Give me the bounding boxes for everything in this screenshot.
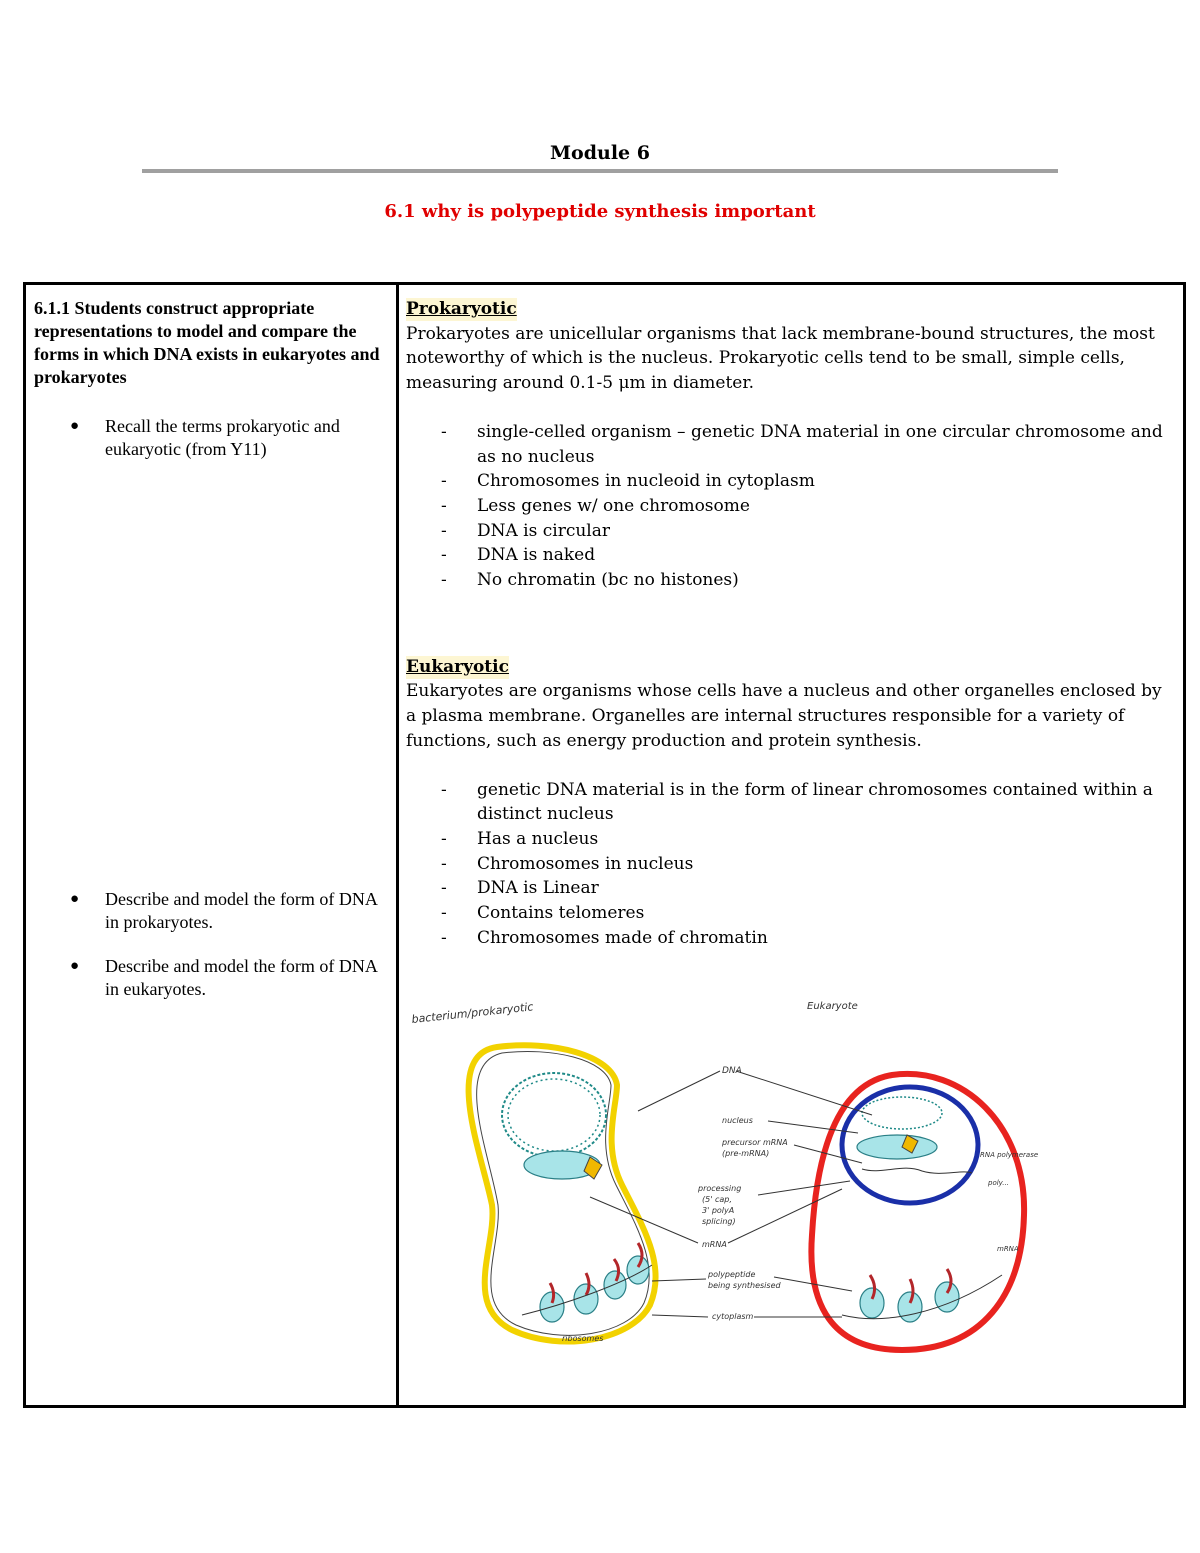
- splicing-label: splicing): [702, 1217, 736, 1226]
- prokaryotic-points: [406, 420, 1176, 593]
- mrna-label: mRNA: [702, 1240, 727, 1249]
- eukaryotic-points: [406, 778, 1176, 951]
- list-item: - DNA is circular: [441, 520, 611, 541]
- list-item: - DNA is naked: [441, 545, 596, 566]
- list-item: - No chromatin (bc no histones): [441, 570, 739, 591]
- list-item: - single-celled organism – genetic DNA material in one circular chromosome and as no nucleus: [441, 421, 1163, 467]
- notes-column: [406, 297, 1176, 950]
- bullet-icon: ●: [70, 958, 80, 974]
- mrna-right-label: mRNA: [997, 1245, 1019, 1253]
- dna-label: DNA: [722, 1066, 742, 1076]
- list-item: - genetic DNA material is in the form of linear chromosomes contained within a distinct nucleus: [441, 779, 1153, 825]
- objective-text: Describe and model the form of DNA in prokaryotes.: [105, 889, 377, 932]
- synthesised-label: being synthesised: [708, 1281, 781, 1290]
- list-item: - Has a nucleus: [441, 828, 599, 849]
- learning-objectives-column: [34, 297, 384, 1001]
- list-item: - DNA is Linear: [441, 878, 599, 899]
- objective-heading: 6.1.1 Students construct appropriate representations to model and compare the forms in which DNA exists in eukaryotes and prokaryotes: [34, 298, 380, 387]
- module-title: Module 6: [550, 142, 650, 164]
- content-table: [23, 282, 1186, 1408]
- list-item: - Chromosomes in nucleoid in cytoplasm: [441, 471, 815, 492]
- objective-text: Describe and model the form of DNA in eukaryotes.: [105, 956, 377, 999]
- list-item: - Chromosomes made of chromatin: [441, 927, 768, 948]
- eukaryotic-description: Eukaryotes are organisms whose cells have a nucleus and other organelles enclosed by a plasma membrane. Organelles are internal structures responsible for a variety of functions, such as energy production and protein synthesis.: [406, 681, 1162, 751]
- ribosomes-label: ribosomes: [562, 1334, 604, 1343]
- polypeptide-label: polypeptide: [708, 1270, 756, 1279]
- objective-bullets: [34, 415, 384, 1001]
- prokaryote-membrane: [469, 1045, 656, 1341]
- prokaryote-title: bacterium/prokaryotic: [410, 1000, 535, 1026]
- cytoplasm-label: cytoplasm: [712, 1312, 754, 1321]
- list-item: - Chromosomes in nucleus: [441, 853, 694, 874]
- prokaryotic-description: Prokaryotes are unicellular organisms that lack membrane-bound structures, the most noteworthy of which is the nucleus. Prokaryotic cells tend to be small, simple cells, measuring around 0.1-5 μm in diameter.: [406, 323, 1155, 394]
- cap-label: (5' cap,: [702, 1195, 732, 1204]
- prokaryotic-heading: Prokaryotic: [406, 299, 517, 319]
- cell-diagram: [402, 985, 1042, 1365]
- prokaryote-ribosomes: [540, 1256, 649, 1322]
- objective-bullet: [34, 888, 384, 934]
- pre-mrna-label: (pre-mRNA): [722, 1149, 770, 1158]
- processing-label: processing: [698, 1184, 742, 1193]
- polya-label: 3' polyA: [702, 1206, 735, 1215]
- poly-label: poly...: [988, 1179, 1009, 1187]
- circular-dna: [502, 1073, 606, 1157]
- objective-bullet: [34, 415, 384, 461]
- nucleus-label: nucleus: [722, 1116, 753, 1125]
- list-item: - Contains telomeres: [441, 903, 645, 924]
- bullet-icon: ●: [70, 891, 80, 907]
- bullet-icon: ●: [70, 418, 80, 434]
- precursor-label: precursor mRNA: [722, 1138, 788, 1147]
- objective-text: Recall the terms prokaryotic and eukaryotic (from Y11): [105, 416, 340, 459]
- title-rule: [142, 169, 1058, 173]
- eukaryote-nucleolus: [857, 1135, 937, 1159]
- eukaryote-title: Eukaryote: [807, 1001, 858, 1012]
- objective-bullet: [34, 955, 384, 1001]
- eukaryotic-heading: Eukaryotic: [406, 656, 509, 677]
- column-divider: [396, 285, 399, 1405]
- section-heading: 6.1 why is polypeptide synthesis important: [384, 201, 816, 222]
- rna-polymerase-label: RNA polymerase: [980, 1151, 1039, 1159]
- list-item: - Less genes w/ one chromosome: [441, 495, 750, 516]
- eukaryote-dna: [862, 1097, 942, 1129]
